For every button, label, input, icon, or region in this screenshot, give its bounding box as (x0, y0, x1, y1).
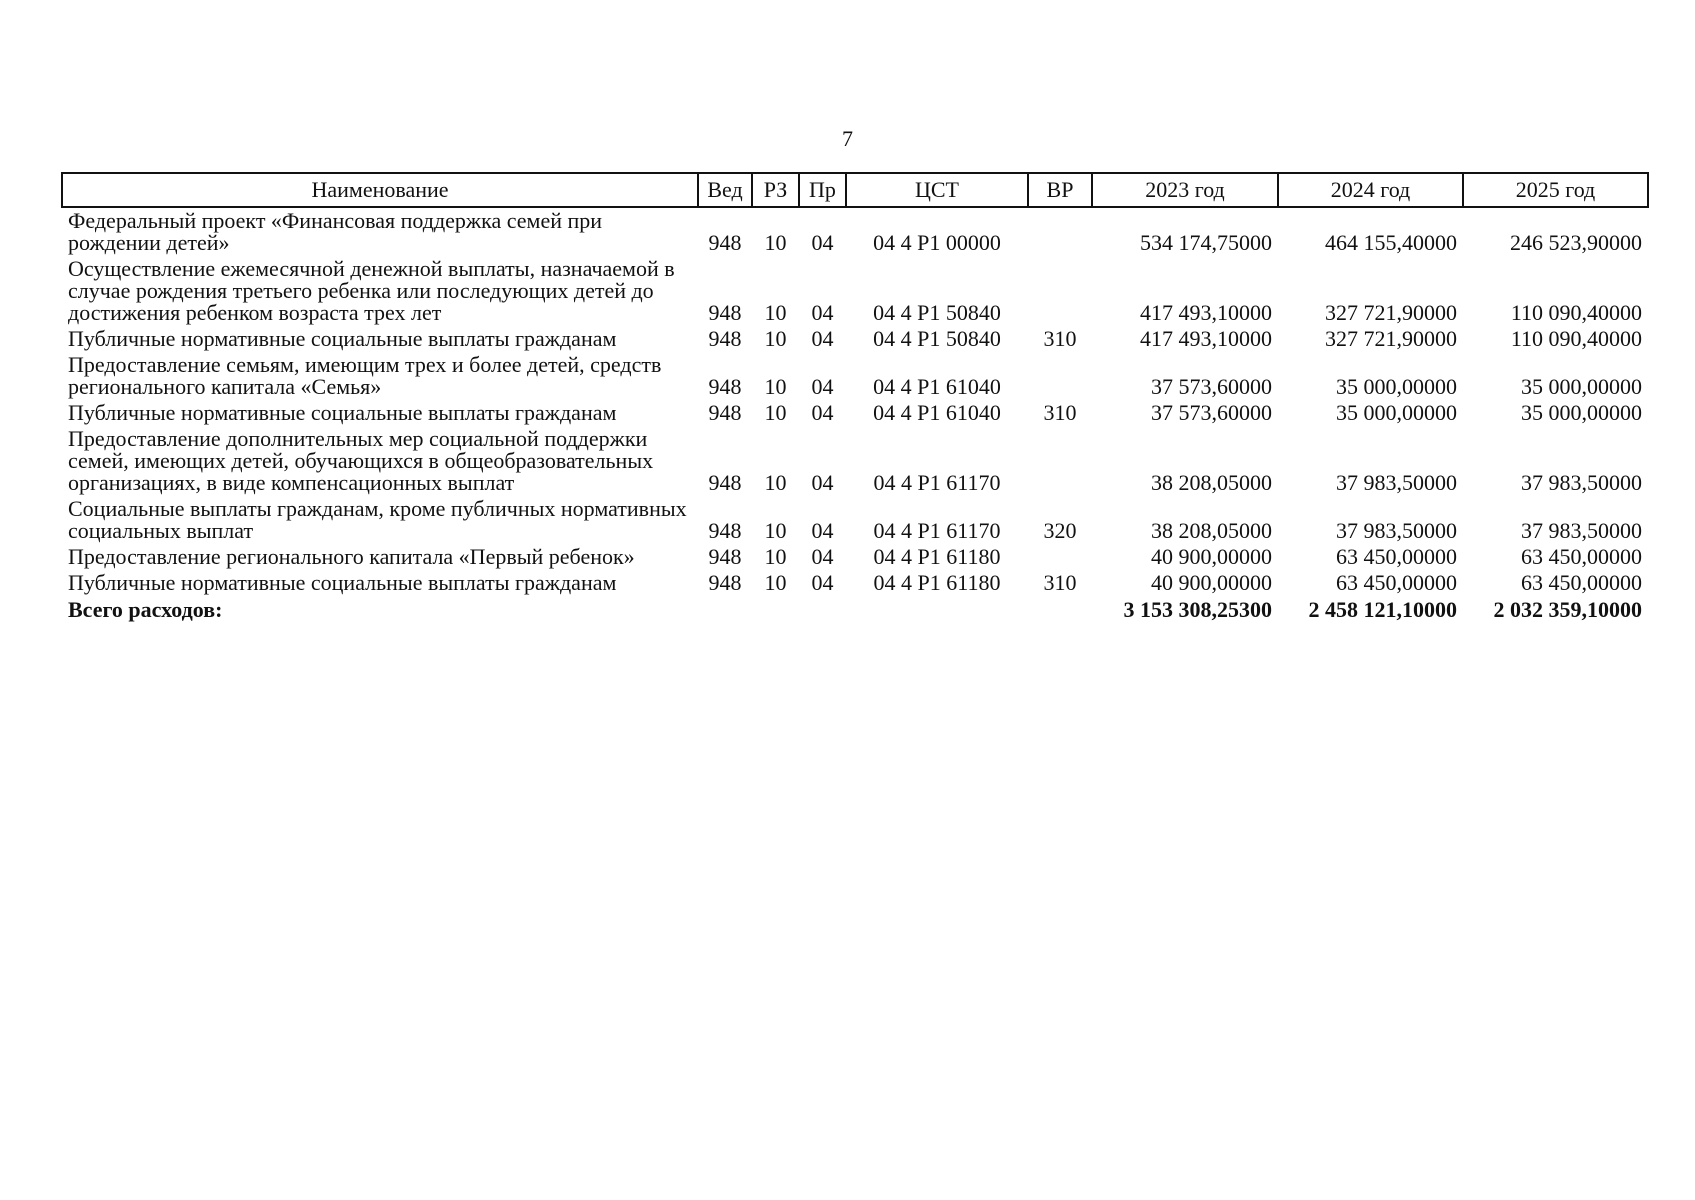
header-cst: ЦСТ (846, 173, 1028, 207)
table-row (62, 496, 1648, 544)
row-2023: 417 493,10000 (1140, 300, 1272, 325)
row-rz: 10 (764, 300, 787, 325)
row-cst: 04 4 Р1 61180 (873, 544, 1001, 569)
row-2024: 37 983,50000 (1336, 518, 1457, 543)
row-cst: 04 4 Р1 61040 (873, 400, 1001, 425)
row-2024: 327 721,90000 (1325, 300, 1457, 325)
row-name: Предоставление семьям, имеющим трех и более детей, средств регионального капитала «Семья» (68, 352, 662, 399)
row-2023: 37 573,60000 (1151, 400, 1272, 425)
header-rz: РЗ (752, 173, 799, 207)
row-name: Осуществление ежемесячной денежной выплаты, назначаемой в случае рождения третьего ребенка или последующих детей до достижения ребенком возраста трех лет (68, 256, 675, 325)
row-pr: 04 (811, 326, 834, 351)
row-2024: 63 450,00000 (1336, 544, 1457, 569)
table-row (62, 352, 1648, 400)
table-row (62, 256, 1648, 326)
table-row (62, 426, 1648, 496)
table-row (62, 207, 1648, 256)
row-ved: 948 (708, 300, 742, 325)
row-2025: 63 450,00000 (1521, 544, 1642, 569)
row-2024: 63 450,00000 (1336, 570, 1457, 595)
row-ved: 948 (708, 400, 742, 425)
row-2025: 37 983,50000 (1521, 470, 1642, 495)
row-name: Федеральный проект «Финансовая поддержка семей при рождении детей» (68, 208, 603, 255)
table-row (62, 326, 1648, 352)
row-cst: 04 4 Р1 61040 (873, 374, 1001, 399)
row-rz: 10 (764, 230, 787, 255)
total-empty-vr (1028, 596, 1092, 623)
row-name: Публичные нормативные социальные выплаты гражданам (68, 400, 617, 425)
header-ved: Вед (698, 173, 752, 207)
total-empty-pr (799, 596, 846, 623)
row-pr: 04 (811, 570, 834, 595)
row-vr: 310 (1043, 326, 1077, 351)
header-2025: 2025 год (1463, 173, 1648, 207)
row-rz: 10 (764, 374, 787, 399)
row-2025: 246 523,90000 (1510, 230, 1642, 255)
row-2024: 35 000,00000 (1336, 374, 1457, 399)
row-2023: 37 573,60000 (1151, 374, 1272, 399)
row-2023: 38 208,05000 (1151, 518, 1272, 543)
header-2023: 2023 год (1092, 173, 1278, 207)
total-2023: 3 153 308,25300 (1123, 597, 1272, 622)
row-vr (1028, 544, 1092, 570)
row-vr (1028, 256, 1092, 326)
row-rz: 10 (764, 470, 787, 495)
row-pr: 04 (811, 518, 834, 543)
row-2023: 38 208,05000 (1151, 470, 1272, 495)
row-2025: 63 450,00000 (1521, 570, 1642, 595)
row-pr: 04 (811, 230, 834, 255)
row-vr (1028, 426, 1092, 496)
total-empty-rz (752, 596, 799, 623)
row-name: Предоставление дополнительных мер социальной поддержки семей, имеющих детей, обучающихся в общеобразовательных организациях, в виде компенсационных выплат (68, 426, 654, 495)
row-rz: 10 (764, 570, 787, 595)
budget-table (61, 172, 1649, 623)
total-label: Всего расходов: (68, 597, 223, 622)
total-empty-cst (846, 596, 1028, 623)
row-2024: 35 000,00000 (1336, 400, 1457, 425)
row-2024: 37 983,50000 (1336, 470, 1457, 495)
row-name: Предоставление регионального капитала «Первый ребенок» (68, 544, 635, 569)
row-pr: 04 (811, 400, 834, 425)
table-row (62, 400, 1648, 426)
row-cst: 04 4 Р1 61170 (873, 518, 1001, 543)
row-ved: 948 (708, 570, 742, 595)
row-ved: 948 (708, 470, 742, 495)
row-pr: 04 (811, 544, 834, 569)
total-row (62, 596, 1648, 623)
row-2024: 464 155,40000 (1325, 230, 1457, 255)
row-cst: 04 4 Р1 61170 (873, 470, 1001, 495)
row-cst: 04 4 Р1 50840 (873, 326, 1001, 351)
row-cst: 04 4 Р1 00000 (873, 230, 1001, 255)
row-vr: 310 (1043, 570, 1077, 595)
header-vr: ВР (1028, 173, 1092, 207)
total-empty-ved (698, 596, 752, 623)
row-2025: 110 090,40000 (1510, 326, 1642, 351)
row-pr: 04 (811, 374, 834, 399)
row-2025: 35 000,00000 (1521, 374, 1642, 399)
row-cst: 04 4 Р1 61180 (873, 570, 1001, 595)
row-2023: 40 900,00000 (1151, 570, 1272, 595)
row-ved: 948 (708, 544, 742, 569)
header-name: Наименование (62, 173, 698, 207)
row-vr: 310 (1043, 400, 1077, 425)
row-vr: 320 (1043, 518, 1077, 543)
row-vr (1028, 352, 1092, 400)
row-ved: 948 (708, 518, 742, 543)
row-rz: 10 (764, 544, 787, 569)
total-2024: 2 458 121,10000 (1308, 597, 1457, 622)
row-pr: 04 (811, 300, 834, 325)
row-2023: 417 493,10000 (1140, 326, 1272, 351)
row-2025: 37 983,50000 (1521, 518, 1642, 543)
row-ved: 948 (708, 326, 742, 351)
row-rz: 10 (764, 400, 787, 425)
row-cst: 04 4 Р1 50840 (873, 300, 1001, 325)
row-ved: 948 (708, 374, 742, 399)
table-row (62, 570, 1648, 596)
row-rz: 10 (764, 518, 787, 543)
table-header-row (62, 173, 1648, 207)
row-2025: 35 000,00000 (1521, 400, 1642, 425)
row-vr (1028, 207, 1092, 256)
row-name: Социальные выплаты гражданам, кроме публичных нормативных социальных выплат (68, 496, 687, 543)
header-pr: Пр (799, 173, 846, 207)
row-2025: 110 090,40000 (1510, 300, 1642, 325)
row-2023: 534 174,75000 (1140, 230, 1272, 255)
row-name: Публичные нормативные социальные выплаты гражданам (68, 326, 617, 351)
row-name: Публичные нормативные социальные выплаты гражданам (68, 570, 617, 595)
row-2024: 327 721,90000 (1325, 326, 1457, 351)
header-2024: 2024 год (1278, 173, 1463, 207)
row-2023: 40 900,00000 (1151, 544, 1272, 569)
table-row (62, 544, 1648, 570)
row-ved: 948 (708, 230, 742, 255)
total-2025: 2 032 359,10000 (1493, 597, 1642, 622)
row-pr: 04 (811, 470, 834, 495)
row-rz: 10 (764, 326, 787, 351)
page-number: 7 (842, 126, 853, 151)
